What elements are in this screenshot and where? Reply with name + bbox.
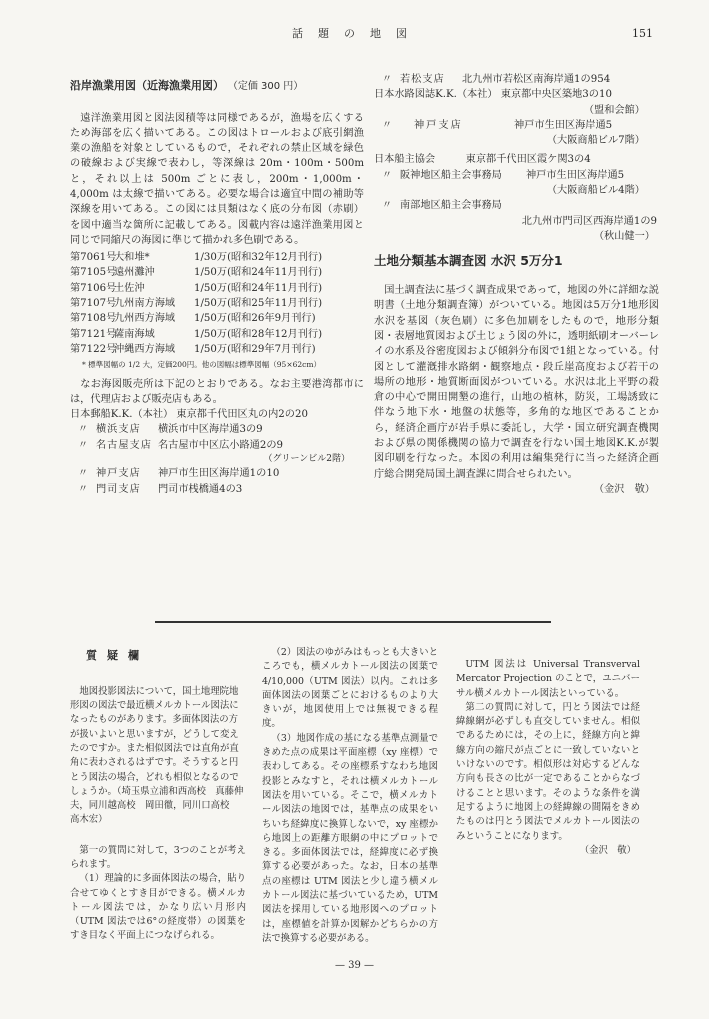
qa-answer-point-2: （2）図法のゆがみはもっとも大きいところでも，横メルカトール図法の図葉で4/10,000（UTM 図法）以内。これは多面体図法の図葉ごとにおけるものより大きいが，地図使用上では無視できる程度。 — [262, 647, 438, 730]
right-column — [374, 72, 659, 497]
coastal-body: 遠洋漁業用図と図法図積等は同様であるが，漁場を広くするため海部を広く描いてある。この図はトロールおよび底引網漁業の漁船を対象としているもので，それぞれの禁止区域を緑色の破線および実線で表わし，等深線は 20m・100m・500m と，それ以上は 500m ごとに表し，200m・1,000m・4,000m は太線で描いてある。必要な場合は適宜中間の補助等深線を用いてある。この図には貝類はなく底の分布図（赤刷）を図中適当な箇所に記載してある。図載内容は遠洋漁業用図と同じで同縮尺の海図に準じて描かれ多色刷である。 — [70, 112, 364, 246]
agent-address: 名古屋市中区広小路通2の9 — [158, 439, 284, 451]
section-divider — [155, 621, 551, 623]
sheet-name: 九州南方海域 — [114, 298, 176, 310]
sheet-row — [70, 250, 364, 265]
section-heading-landclass: 土地分類基本調査図 水沢 5万分1 — [374, 253, 563, 269]
sheet-scale: 1/50万(昭和29年7月刊行) — [194, 343, 316, 355]
landclass-body: 国土調査法に基づく調査成果であって，地図の外に詳細な説明書（土地分類調査簿）がついている。地図は5万分1地形図水沢を基図（灰色刷）に多色加刷をしたもので，地形分類図・表層地質図および土じょう図の外に，透明紙刷オーバーレイの水系及谷密度図および傾斜分布図で1組となっている。付図として灌漑排水路網・観察地点・段丘崖高度および若干の場所の地形・地質断面図がついている。水沢は北上平野の殺倉の中心で開田開墾の進行，山地の植林，防災，工場誘致に伴なう地下水・地盤の状態等，多角的な地区であることから，経済企画庁が岩手県に委託し，大学・国立研究調査機関および県の関係機関の協力で調査を行ない国土地図K.K.が製図印刷を行なった。本図の利用は編集発行に当った経済企画庁総合開発局国土調査課に問合せられたい。 — [374, 285, 659, 480]
agent-row — [70, 422, 364, 437]
sheet-number: 第7106号 — [70, 282, 117, 294]
sheet-name: 土佐沖 — [114, 282, 145, 294]
running-title: 話題の地図 — [292, 27, 422, 40]
branch-sub: （グリーンビル2階） — [263, 453, 350, 464]
sheet-number: 第7105号 — [70, 267, 117, 279]
agent-row — [70, 438, 364, 453]
agent-name: 名古屋支店 — [96, 439, 152, 451]
agent-address: 神戸市生田区海岸通5 — [526, 169, 625, 181]
sheet-scale: 1/50万(昭和24年11月刊行) — [194, 282, 323, 294]
page-header — [0, 26, 709, 46]
sheet-list — [70, 250, 364, 357]
ditto-mark: 〃 — [381, 169, 393, 181]
qa-utm-note: UTM 図法は Universal Transverval Mercator Projection のことで，ユニバーサル横メルカトール図法といっている。 — [456, 659, 640, 699]
coastal-price: （定価 300 円） — [227, 81, 304, 92]
sheet-row — [70, 296, 364, 311]
agent-senshu: 日本船主協会 東京都千代田区霞ケ関3の4 — [374, 154, 591, 166]
qa-answer-intro: 第一の質問に対して，3つのことが考えられます。 — [70, 844, 246, 870]
qa-answer-point-3: （3）地図作成の基になる基準点測量できめた点の成果は平面座標（xy 座標）で表わしてある。その座標系すなわち地図投影とみなすと，それは横メルカトール図法を用いている。そこで，横メルカトール図法の地図では，基準点の成果をいちいち経緯度に換算しないで，xy 座標から地図上の距離方眼網の中にプロットできる。多面体図法では，経緯度に必ず換算する必要があった。なお，日本の基準点の座標は UTM 図法と少し違う横メルカトール図法に基づいているため，UTM 図法を採用している地形図へのプロットは，座標値を計算か図解かどちらかの方法で換算する必要がある。 — [262, 732, 438, 944]
agent-name: 神戸支店 — [96, 468, 141, 480]
sheet-number: 第7122号 — [70, 343, 117, 355]
sheet-name: 大和堆* — [114, 252, 150, 264]
sales-text: なお海図販売所は下記のとおりである。なお主要港湾都市には，代理店および販売店もある。 — [70, 378, 364, 405]
sheet-number: 第7108号 — [70, 313, 117, 325]
qa-signature: （金沢 敬） — [579, 844, 636, 856]
agent-address: 神戸市生田区海岸通1の10 — [158, 468, 280, 480]
qa-column-2 — [262, 646, 438, 946]
qa-answer-point-1: （1）理論的に多面体図法の場合，貼り合せてゆくとすき目ができる。横メルカトール図法では，かなり広い月形内（UTM 図法では6°の経度帯）の図葉をすき目なく平面上につなげられる。 — [70, 873, 246, 942]
agent-address: 横浜市中区海岸通3の9 — [158, 424, 263, 436]
ditto-mark: 〃 — [77, 424, 89, 436]
qa-question: 地図投影図法について，国土地理院地形図の図法で最近横メルカトール図法になったものがあります。多面体図法の方が扱いよいと思いますが，どうして変えたのですか。また相似図法では直角が直角に表わされるはずです。そうすると円とう図法の場合，どれも相似となるのでしょうか。（埼玉県立浦和西高校 真藤伸夫，同川越高校 岡田徹，同川口高校 高木宏） — [70, 685, 244, 826]
branch-list — [70, 422, 364, 453]
agent-nanbu-address: 北九州市門司区西海岸通1の9 — [521, 215, 657, 227]
sheet-row — [70, 342, 364, 357]
sheet-note: * 標準図幅の 1/2 大，定価200円。他の図幅は標準図幅（95×62cm） — [82, 360, 321, 370]
main-agent: 日本郵船K.K.（本社） 東京都千代田区丸の内2の20 — [70, 409, 308, 421]
sheet-row — [70, 311, 364, 326]
agent-name: 阪神地区船主会事務局 — [400, 169, 502, 181]
agent-address: 神戸市生田区海岸通5 — [514, 119, 613, 131]
sheet-scale: 1/50万(昭和24年11月刊行) — [194, 267, 323, 279]
sheet-number: 第7121号 — [70, 328, 117, 340]
qa-heading: 質疑欄 — [86, 649, 149, 662]
section-heading-coastal — [70, 78, 364, 95]
agent-nanbu — [374, 198, 659, 213]
left-column — [70, 78, 364, 497]
agent-suiro: 日本水路図誌K.K.（本社） 東京都中央区築地3の10 — [374, 89, 612, 101]
agent-suiro-sub: （盟和会館） — [583, 104, 645, 116]
agent-name: 南部地区船主会事務局 — [400, 200, 502, 212]
sheet-name: 遠州灘沖 — [114, 267, 155, 279]
sheet-name: 九州西方海域 — [114, 313, 176, 325]
agent-hanshin-sub: （大阪商船ビル4階） — [546, 185, 645, 197]
sheet-row — [70, 327, 364, 342]
qa-answer-2: 第二の質問に対して，円とう図法では経緯線網が必ずしも直交していません。相似であるためには，その上に，経線方向と緯線方向の縮尺が点ごとに一致していないといけないのです。相似形は対応するどんな方向も長さの比が一定であることからなづけることと思います。そのような条件を満足するように地図上の経緯線の間隔をきめたものは円とう図法でメルカトール図法のみということになります。 — [456, 701, 640, 842]
agent-name: 若松支店 — [400, 74, 445, 85]
qa-column-3 — [456, 646, 640, 858]
ditto-mark: 〃 — [77, 439, 89, 451]
agent-name: 横浜支店 — [96, 424, 141, 436]
sheet-row — [70, 281, 364, 296]
sheet-number: 第7061号 — [70, 252, 117, 264]
qa-column-1 — [70, 648, 246, 944]
sheet-scale: 1/50万(昭和26年9月刊行) — [194, 313, 316, 325]
page-number: 151 — [632, 27, 653, 40]
ditto-mark: 〃 — [77, 468, 89, 480]
sheet-scale: 1/50万(昭和25年11月刊行) — [194, 298, 323, 310]
ditto-mark: 〃 — [381, 74, 393, 85]
agent-suiro-kobe-sub: （大阪商船ビル7階） — [546, 135, 645, 147]
agent-row — [70, 482, 364, 497]
sheet-scale: 1/30万(昭和32年12月刊行) — [194, 252, 323, 264]
ditto-mark: 〃 — [381, 119, 393, 131]
signature-kanazawa: （金沢 敬） — [593, 483, 655, 495]
ditto-mark: 〃 — [77, 483, 89, 495]
branch-list-2 — [70, 466, 364, 497]
footer-page-number: — 39 — — [334, 960, 375, 971]
agent-row — [70, 466, 364, 481]
agent-name: 門司支店 — [96, 483, 141, 495]
sheet-row — [70, 265, 364, 280]
agent-address: 北九州市若松区南海岸通1の954 — [462, 74, 611, 85]
agent-address: 門司市桟橋通4の3 — [158, 483, 243, 495]
ditto-mark: 〃 — [381, 200, 393, 212]
signature-akiyama: （秋山健一） — [593, 230, 655, 242]
coastal-title: 沿岸漁業用図（近海漁業用図） — [70, 79, 224, 92]
agent-row — [374, 72, 659, 87]
sheet-scale: 1/50万(昭和28年12月刊行) — [194, 328, 323, 340]
agent-suiro-kobe — [374, 118, 659, 133]
agent-hanshin — [374, 168, 659, 183]
agent-name: 神戸支店 — [414, 119, 463, 131]
sheet-name: 薩南海域 — [114, 328, 155, 340]
sheet-name: 沖縄西方海域 — [114, 343, 176, 355]
sheet-number: 第7107号 — [70, 298, 117, 310]
agent-list-top — [374, 72, 659, 87]
